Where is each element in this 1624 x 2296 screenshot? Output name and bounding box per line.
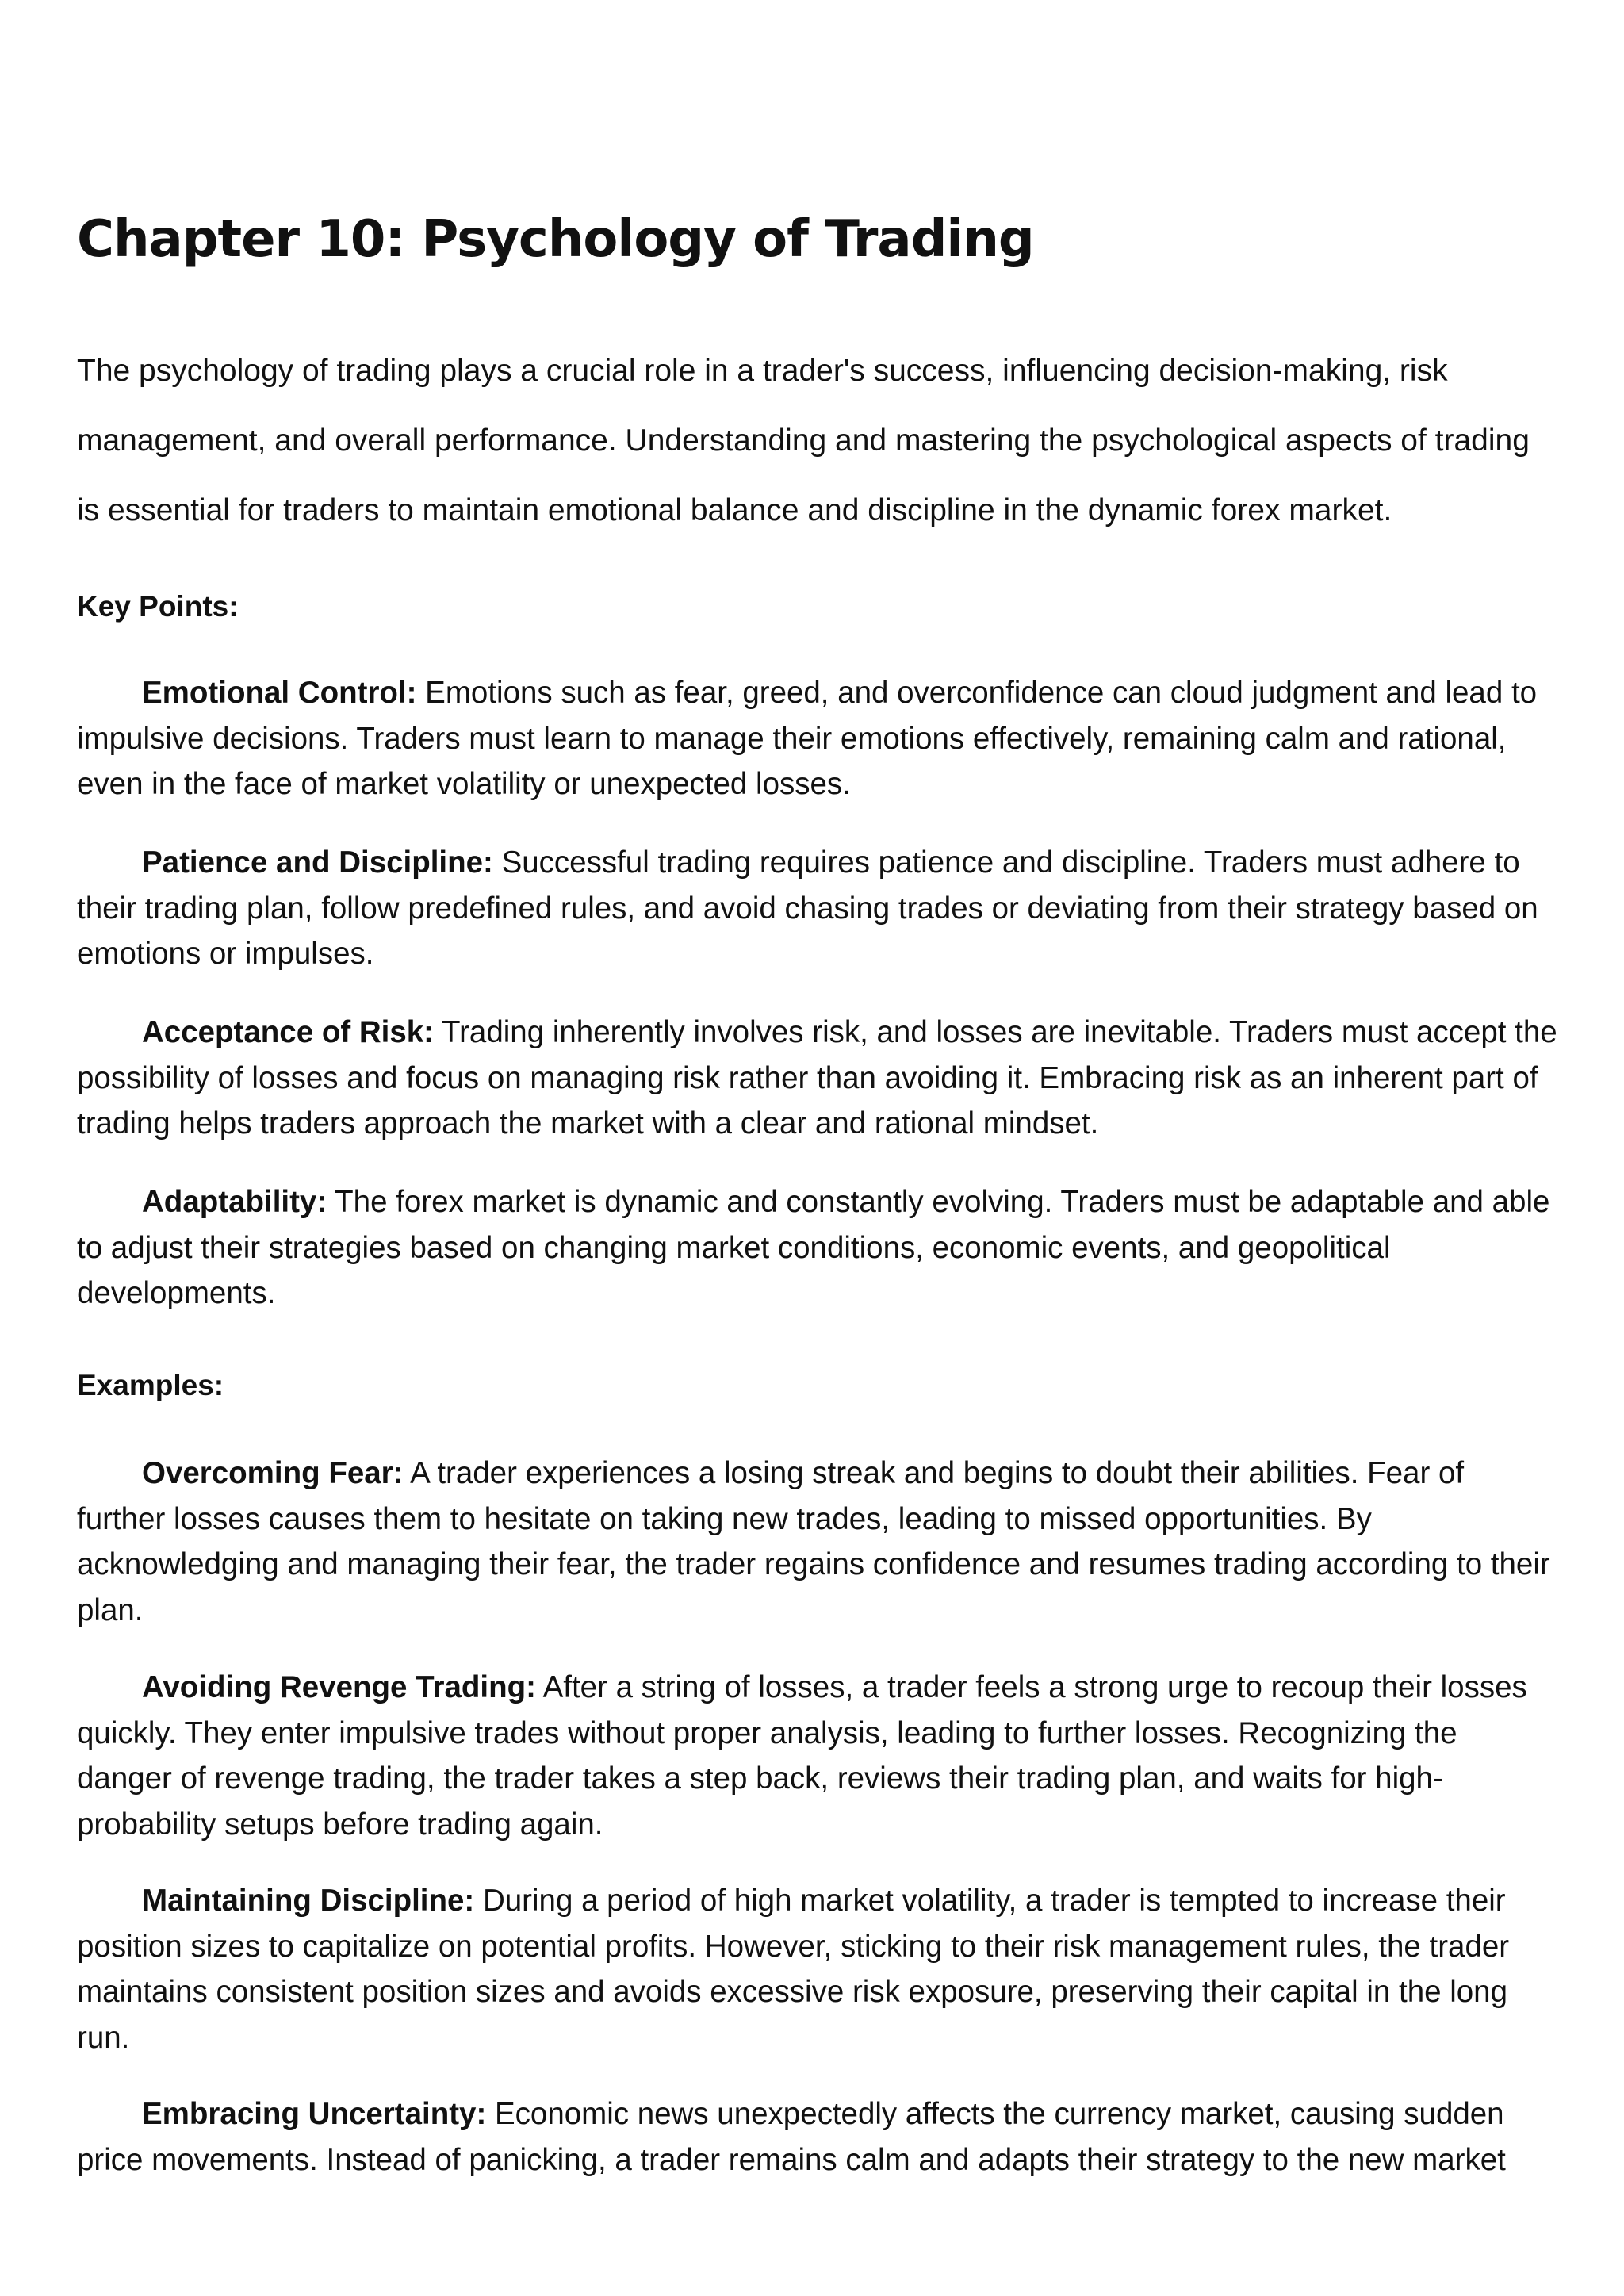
key-point-item (77, 670, 1560, 807)
example-item (77, 1878, 1560, 2060)
key-point-item (77, 840, 1560, 977)
key-point-term: Acceptance of Risk: (142, 1015, 435, 1049)
key-points-heading: Key Points: (77, 590, 239, 623)
example-term: Maintaining Discipline: (142, 1884, 475, 1918)
chapter-title: Chapter 10: Psychology of Trading (77, 210, 1034, 269)
key-point-text: Emotions such as fear, greed, and overconfidence can cloud judgment and lead to impulsive decisions. Traders must learn to manage their emotions effectively, remaining calm and rational, even in the face of market volatility or unexpected losses. (77, 676, 1538, 801)
example-term: Overcoming Fear: (142, 1456, 404, 1490)
key-point-term: Emotional Control: (142, 676, 417, 710)
intro-paragraph: The psychology of trading plays a crucial role in a trader's success, influencing decision-making, risk management, and overall performance. Understanding and mastering the psychological aspects of trading is essential for traders to maintain emotional balance and discipline in the dynamic forex market. (77, 354, 1530, 527)
example-text: Economic news unexpectedly affects the currency market, causing sudden price movements. Instead of panicking, a trader remains calm and adapts their strategy to the new market (77, 2097, 1506, 2177)
example-item (77, 2091, 1560, 2183)
example-term: Embracing Uncertainty: (142, 2097, 487, 2131)
key-point-term: Adaptability: (142, 1185, 327, 1219)
example-item (77, 1451, 1560, 1633)
examples-heading: Examples: (77, 1369, 224, 1401)
example-text: During a period of high market volatility, a trader is tempted to increase their position sizes to capitalize on potential profits. However, sticking to their risk management rules, the trader maintains consistent position sizes and avoids excessive risk exposure, preserving their capital in the long run. (77, 1884, 1510, 2055)
key-point-item (77, 1179, 1560, 1317)
example-item (77, 1665, 1560, 1847)
key-point-text: Successful trading requires patience and discipline. Traders must adhere to their trading plan, follow predefined rules, and avoid chasing trades or deviating from their strategy based on emotions or impulses. (77, 845, 1538, 971)
key-point-text: Trading inherently involves risk, and losses are inevitable. Traders must accept the possibility of losses and focus on managing risk rather than avoiding it. Embracing risk as an inherent part of trading helps traders approach the market with a clear and rational mindset. (77, 1015, 1557, 1140)
key-point-term: Patience and Discipline: (142, 845, 493, 880)
key-point-item (77, 1010, 1560, 1147)
example-text: A trader experiences a losing streak and begins to doubt their abilities. Fear of further losses causes them to hesitate on taking new trades, leading to missed opportunities. By acknowledging and managing their fear, the trader regains confidence and resumes trading according to their plan. (77, 1456, 1550, 1627)
key-point-text: The forex market is dynamic and constantly evolving. Traders must be adaptable and able to adjust their strategies based on changing market conditions, economic events, and geopolitical developments. (77, 1185, 1550, 1310)
example-text: After a string of losses, a trader feels a strong urge to recoup their losses quickly. They enter impulsive trades without proper analysis, leading to further losses. Recognizing the danger of revenge trading, the trader takes a step back, reviews their trading plan, and waits for high-probability setups before trading again. (77, 1670, 1527, 1842)
example-term: Avoiding Revenge Trading: (142, 1670, 536, 1704)
